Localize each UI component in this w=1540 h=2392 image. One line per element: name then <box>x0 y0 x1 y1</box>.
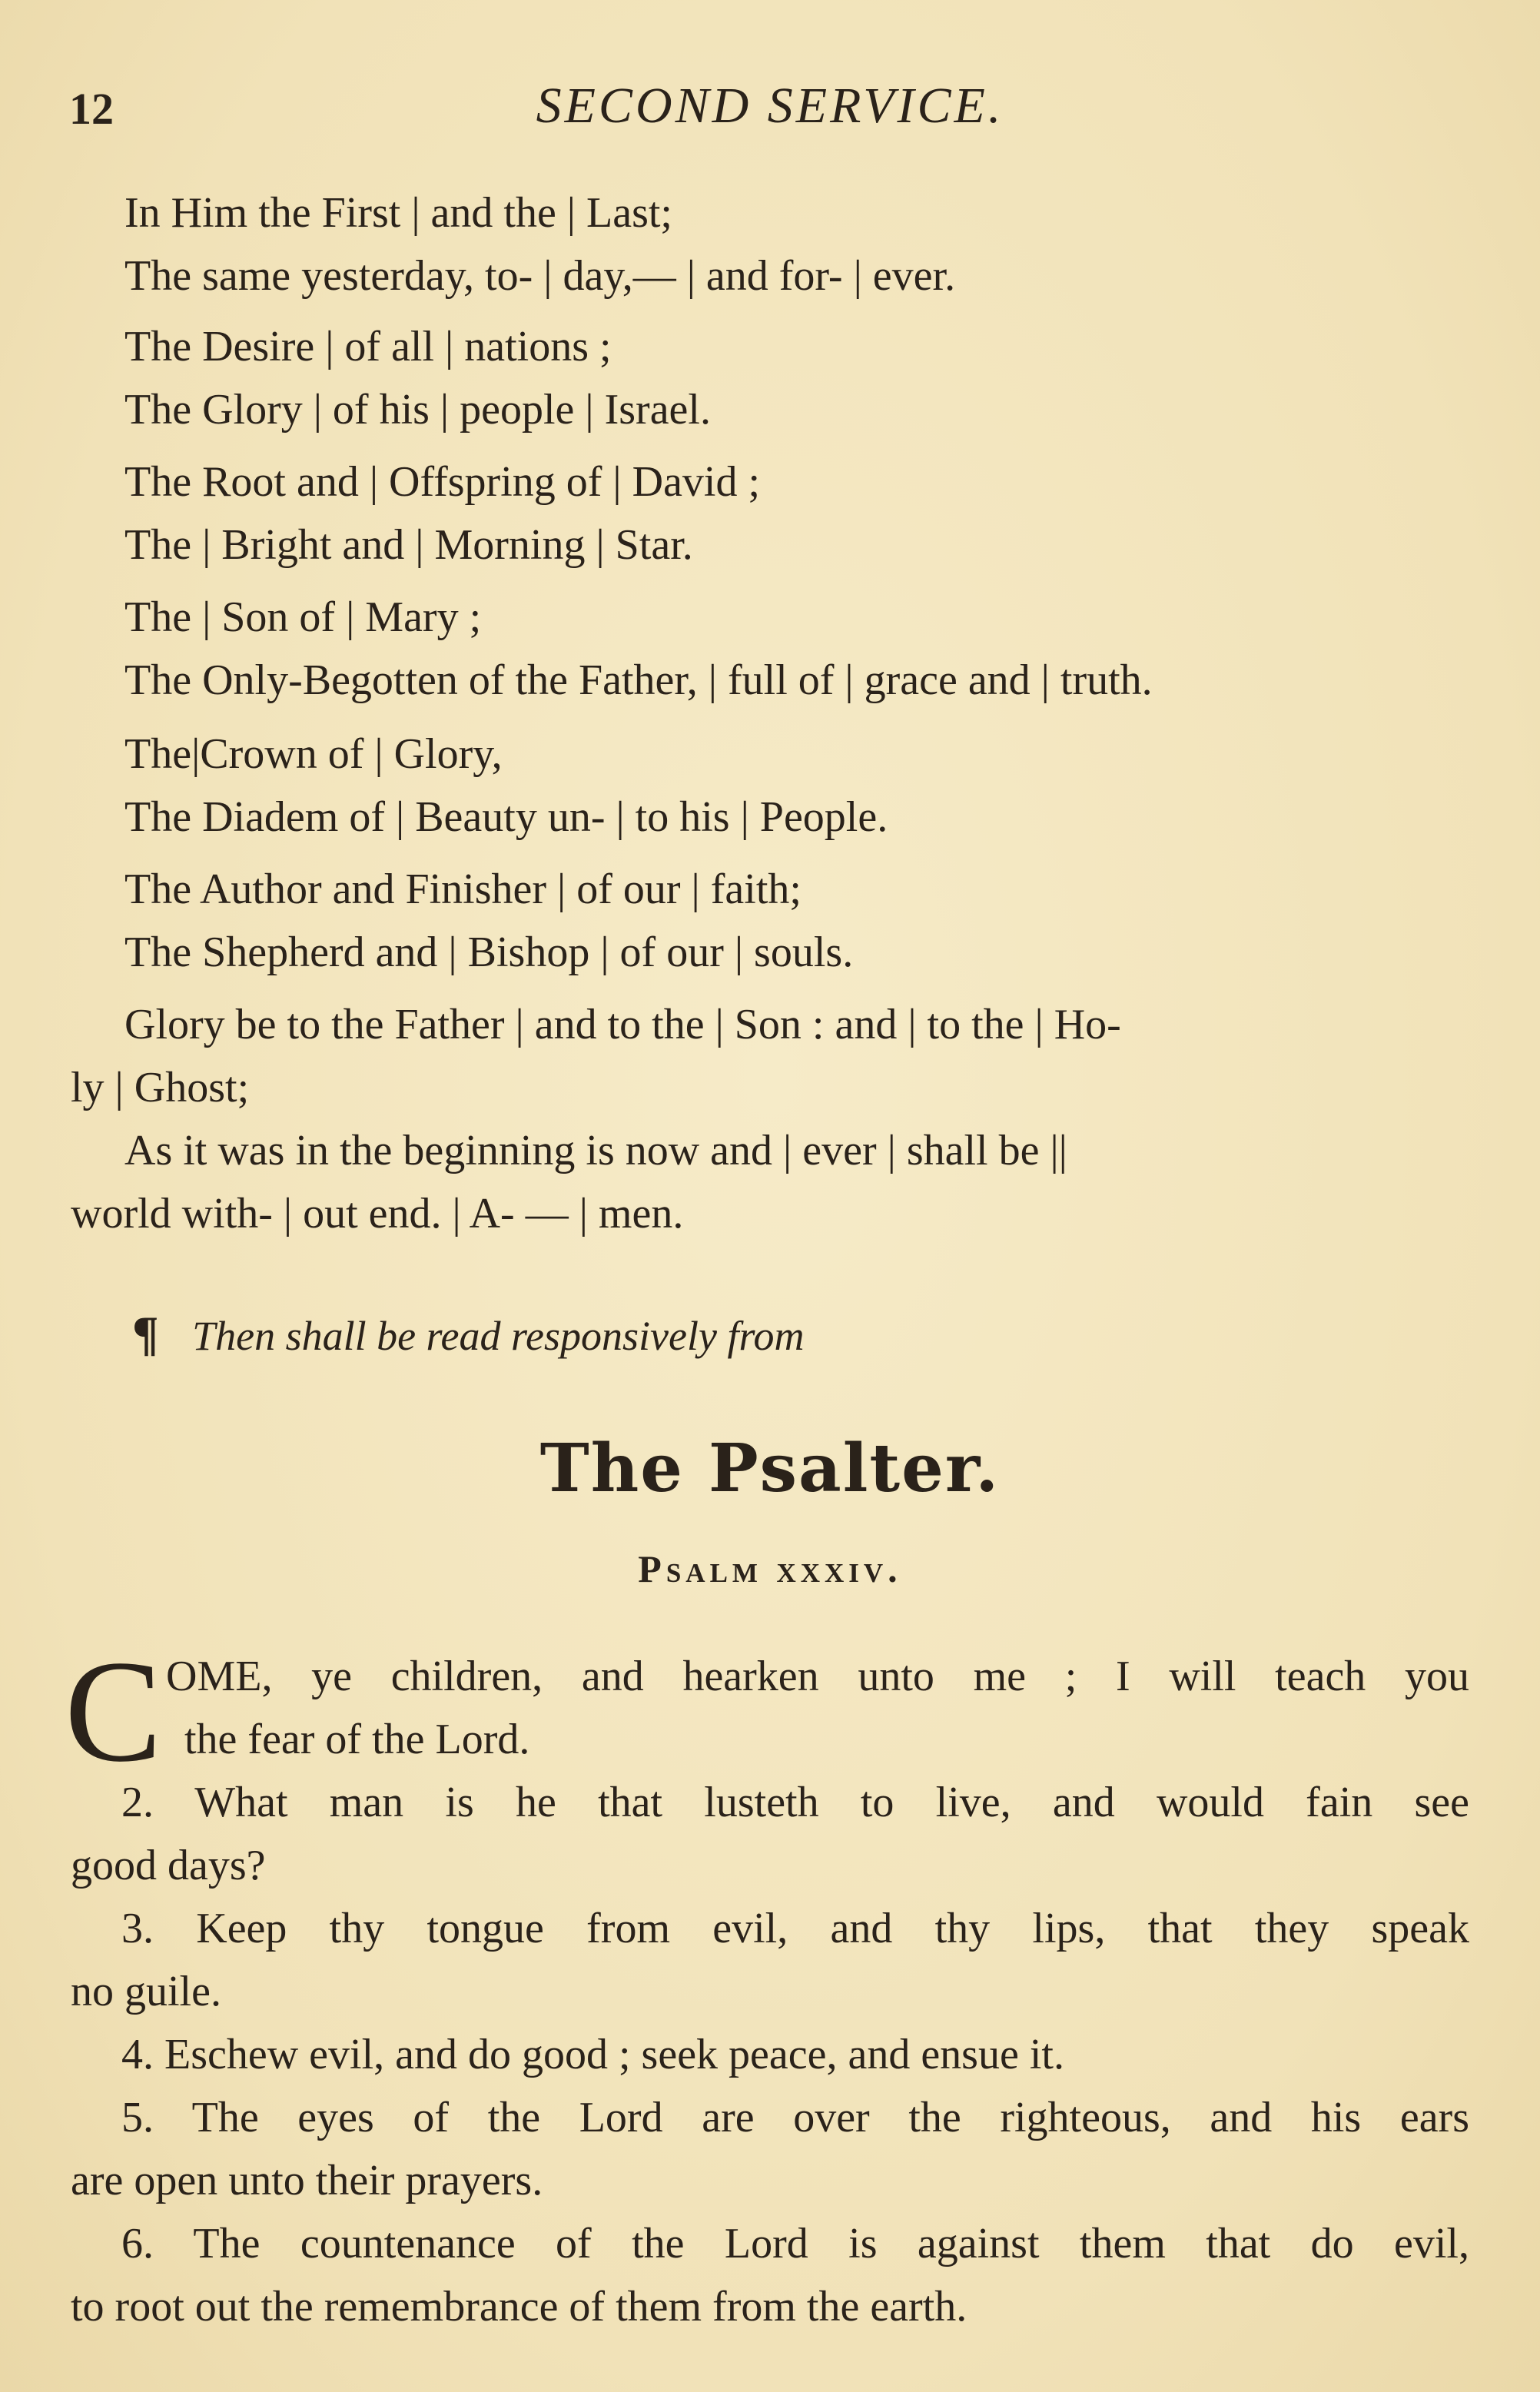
canticle-line: The Author and Finisher | of our | faith; <box>124 865 802 913</box>
page-number: 12 <box>69 84 114 134</box>
canticle-line: The|Crown of | Glory, <box>124 730 503 778</box>
gloria-line: ly | Ghost; <box>71 1064 250 1111</box>
drop-cap: C <box>65 1631 162 1792</box>
verse-line: OME, ye children, and hearken unto me ; I will teach you <box>166 1653 1469 1700</box>
canticle-line: The | Bright and | Morning | Star. <box>124 521 693 569</box>
canticle-line: The same yesterday, to- | day,— | and for- | ever. <box>124 252 956 300</box>
canticle-line: The Glory | of his | people | Israel. <box>124 386 711 434</box>
verse-line: 4. Eschew evil, and do good ; seek peace, and ensue it. <box>121 2031 1064 2078</box>
canticle-line: The Shepherd and | Bishop | of our | souls. <box>124 929 854 976</box>
verse-line: to root out the remembrance of them from the earth. <box>71 2283 967 2331</box>
canticle-line: The Only-Begotten of the Father, | full of | grace and | truth. <box>124 656 1153 704</box>
gloria-line: world with- | out end. | A- — | men. <box>71 1190 684 1238</box>
rubric-text: Then shall be read responsively from <box>192 1313 805 1359</box>
running-head: SECOND SERVICE. <box>536 78 1004 134</box>
canticle-line: The Root and | Offspring of | David ; <box>124 458 761 506</box>
canticle-line: The Desire | of all | nations ; <box>124 323 612 370</box>
gloria-line: As it was in the beginning is now and | ever | shall be || <box>124 1127 1067 1174</box>
verse-line: good days? <box>71 1842 266 1889</box>
verse-line: 2. What man is he that lusteth to live, and would fain see <box>121 1779 1469 1826</box>
verse-line: the fear of the Lord. <box>184 1716 530 1763</box>
psalm-heading: Psalm xxxiv. <box>638 1547 902 1590</box>
verse-line: 5. The eyes of the Lord are over the righteous, and his ears <box>121 2094 1469 2141</box>
gloria-line: Glory be to the Father | and to the | Son : and | to the | Ho- <box>124 1001 1121 1048</box>
verse-line: 3. Keep thy tongue from evil, and thy lips, that they speak <box>121 1905 1469 1952</box>
verse-line: 6. The countenance of the Lord is against them that do evil, <box>121 2220 1469 2267</box>
page-header <box>0 77 1540 138</box>
canticle-line: In Him the First | and the | Last; <box>124 189 672 237</box>
pilcrow-mark: ¶ <box>132 1306 159 1360</box>
psalter-title: The Psalter. <box>539 1430 1001 1507</box>
verse-line: are open unto their prayers. <box>71 2157 543 2204</box>
rubric <box>132 1305 804 1362</box>
canticle-line: The | Son of | Mary ; <box>124 593 482 641</box>
verse-line: no guile. <box>71 1968 221 2015</box>
canticle-line: The Diadem of | Beauty un- | to his | People. <box>124 793 888 841</box>
